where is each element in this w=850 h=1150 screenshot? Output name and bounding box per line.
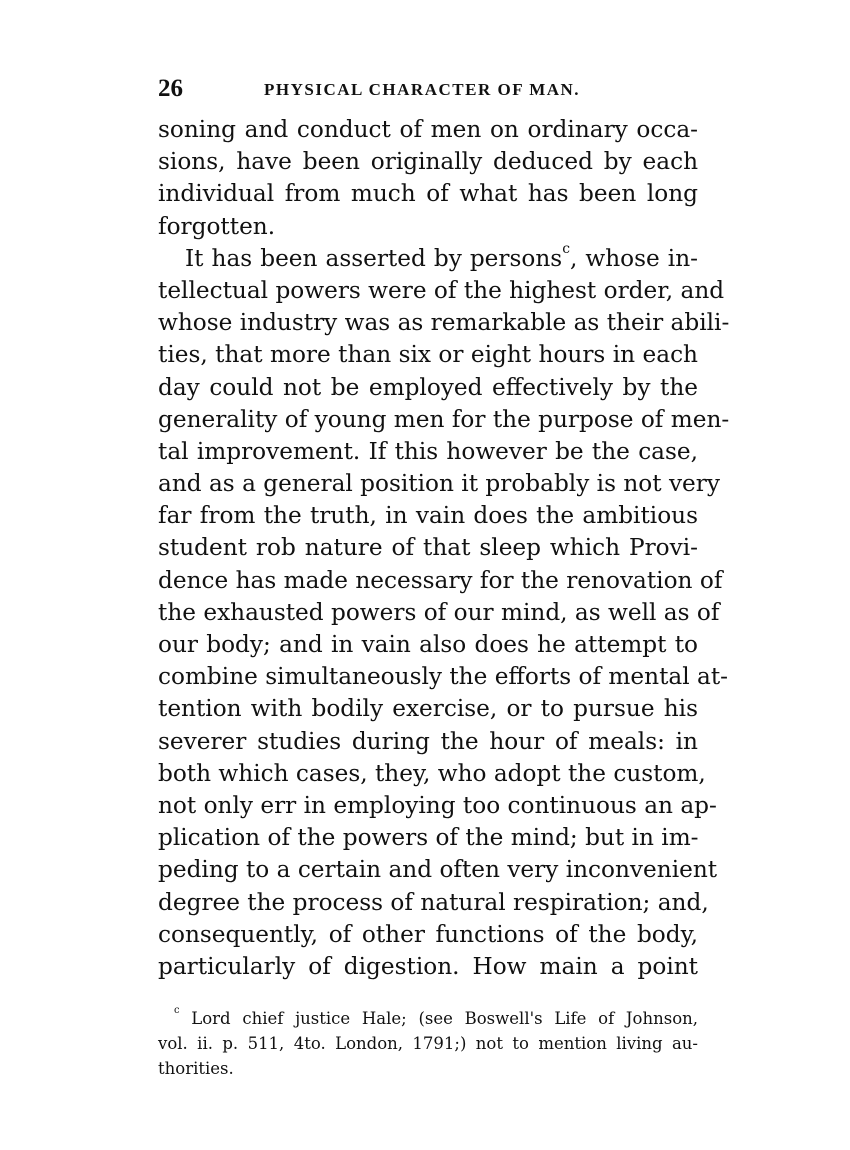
- text-line: far from the truth, in vain does the ambitious: [158, 502, 698, 530]
- text-line: peding to a certain and often very inconvenient: [158, 856, 718, 884]
- text-line: the exhausted powers of our mind, as well as of: [158, 598, 720, 626]
- text-line: particularly of digestion. How main a point: [158, 952, 698, 980]
- text-line: our body; and in vain also does he attempt to: [158, 631, 698, 658]
- footnote: [158, 1006, 698, 1081]
- text-line: sions, have been originally deduced by each: [158, 148, 698, 176]
- text-line: soning and conduct of men on ordinary occa-: [158, 116, 698, 143]
- text-line: forgotten.: [158, 212, 276, 240]
- text-line: and as a general position it probably is not very: [158, 470, 720, 498]
- text-segment: It has been asserted by persons: [185, 244, 563, 272]
- footnote-reference: c: [562, 240, 570, 257]
- text-line: tention with bodily exercise, or to pursue his: [158, 695, 698, 723]
- text-line: degree the process of natural respiration; and,: [158, 888, 709, 916]
- running-head: [158, 74, 698, 104]
- page-number: 26: [158, 75, 183, 102]
- text-line: whose industry was as remarkable as their abili-: [158, 309, 730, 337]
- text-line: plication of the powers of the mind; but in im-: [158, 824, 699, 852]
- text-line: dence has made necessary for the renovation of: [158, 566, 723, 594]
- text-line: generality of young men for the purpose of men-: [158, 405, 730, 433]
- text-line: ties, that more than six or eight hours in each: [158, 341, 698, 369]
- text-line: consequently, of other functions of the body,: [158, 920, 698, 948]
- body-text: [158, 114, 730, 983]
- text-line: both which cases, they, who adopt the custom,: [158, 759, 706, 787]
- text-line-with-footnote-ref: [158, 240, 698, 275]
- text-line: combine simultaneously the efforts of mental at-: [158, 663, 728, 691]
- text-line: individual from much of what has been long: [158, 180, 698, 208]
- text-line: not only err in employing too continuous an ap-: [158, 791, 717, 819]
- text-line: tal improvement. If this however be the case,: [158, 437, 698, 465]
- footnote-marker: c: [174, 1005, 180, 1016]
- text-line: tellectual powers were of the highest order, and: [158, 276, 725, 304]
- running-title: PHYSICAL CHARACTER OF MAN.: [264, 80, 581, 99]
- footnote-text: Lord chief justice Hale; (see Boswell's Life of Johnson,: [179, 1009, 698, 1028]
- text-line: severer studies during the hour of meals: in: [158, 727, 698, 755]
- footnote-line: [158, 1006, 698, 1031]
- text-segment: , whose in-: [569, 244, 698, 272]
- text-line: day could not be employed effectively by the: [158, 373, 698, 401]
- footnote-line: vol. ii. p. 511, 4to. London, 1791;) not to mention living au-: [158, 1034, 698, 1053]
- text-line: student rob nature of that sleep which Provi-: [158, 534, 698, 562]
- footnote-line: thorities.: [158, 1059, 234, 1078]
